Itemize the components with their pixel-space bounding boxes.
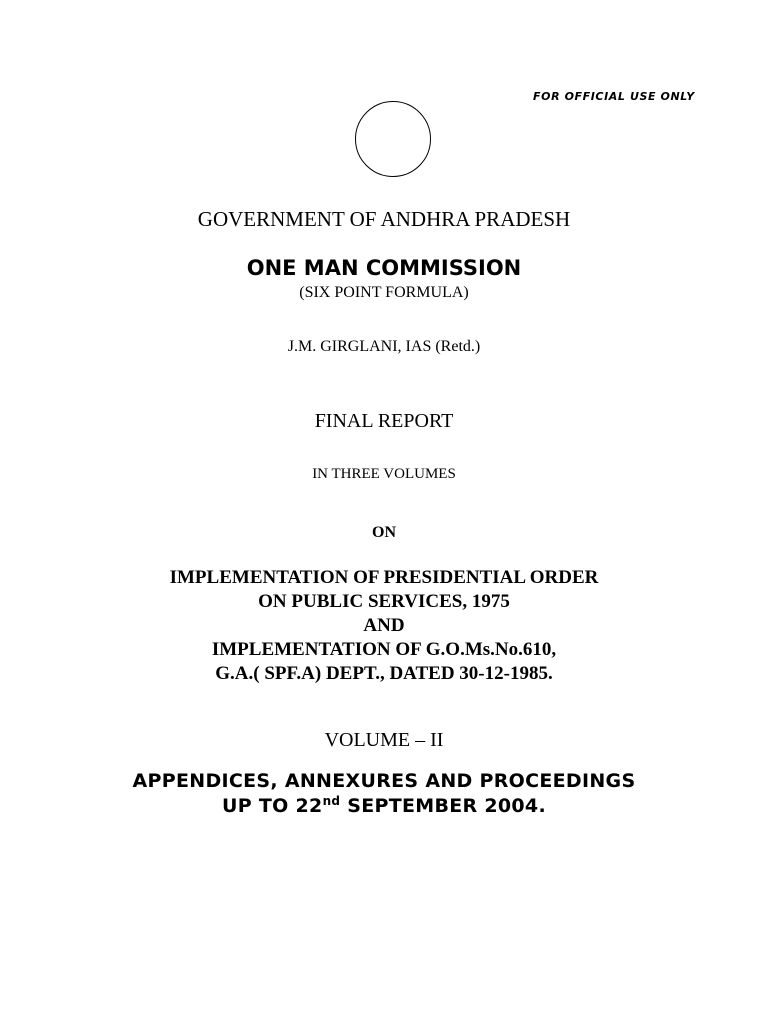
report-title: FINAL REPORT: [314, 410, 454, 432]
subject-line: IMPLEMENTATION OF G.O.Ms.No.610,: [211, 639, 557, 660]
subject-line: G.A.( SPF.A) DEPT., DATED 30-12-1985.: [215, 663, 553, 684]
commission-subtitle: (SIX POINT FORMULA): [299, 284, 469, 301]
emblem-placeholder: [355, 101, 431, 177]
contents-date-prefix: UP TO 22: [222, 795, 323, 817]
volume-number: VOLUME – II: [324, 729, 444, 751]
ordinal-suffix: nd: [322, 794, 341, 808]
on-connector: ON: [372, 524, 396, 541]
contents-line-date: [0, 795, 768, 817]
subject-line: ON PUBLIC SERVICES, 1975: [258, 591, 510, 612]
classification-label: FOR OFFICIAL USE ONLY: [533, 90, 695, 103]
author-name: J.M. GIRGLANI, IAS (Retd.): [287, 338, 481, 355]
volumes-note: IN THREE VOLUMES: [312, 466, 456, 482]
commission-title: ONE MAN COMMISSION: [246, 256, 522, 280]
subject-line: AND: [363, 615, 405, 636]
government-heading: GOVERNMENT OF ANDHRA PRADESH: [197, 207, 571, 231]
contents-date-suffix: SEPTEMBER 2004.: [340, 795, 546, 817]
subject-line: IMPLEMENTATION OF PRESIDENTIAL ORDER: [169, 567, 599, 588]
contents-line: APPENDICES, ANNEXURES AND PROCEEDINGS: [132, 770, 636, 792]
